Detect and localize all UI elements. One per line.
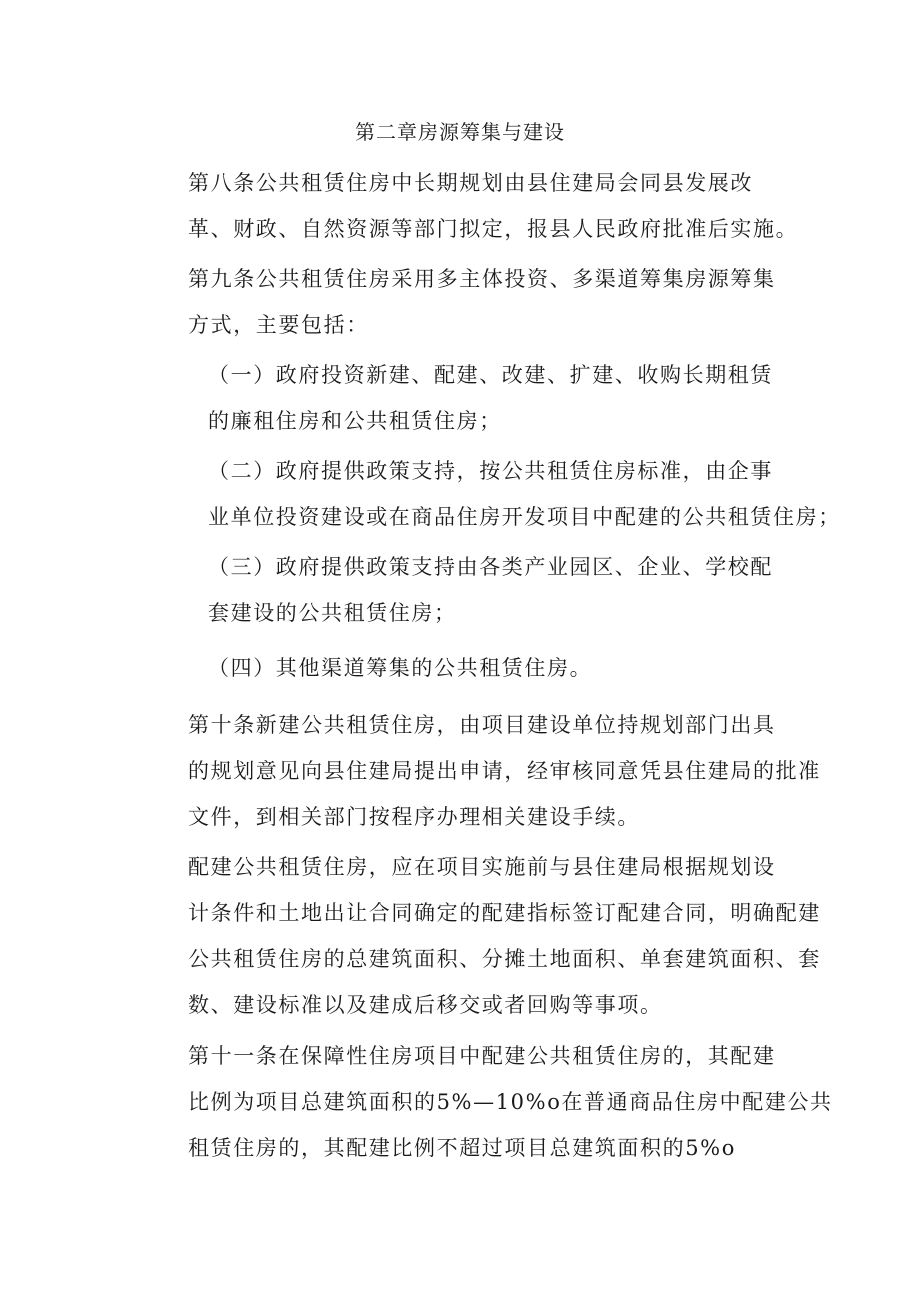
text-line: 租赁住房的，其配建比例不超过项目总建筑面积的5%o <box>188 1136 736 1160</box>
text-line: 第八条公共租赁住房中长期规划由县住建局会同县发展改 <box>188 171 753 195</box>
text-line: 的廉租住房和公共租赁住房； <box>208 409 502 433</box>
text-line: （三）政府提供政策支持由各类产业园区、企业、学校配 <box>208 555 773 579</box>
list-item-1 <box>140 352 790 444</box>
text-line: （一）政府投资新建、配建、改建、扩建、收购长期租赁 <box>208 363 773 387</box>
text-line: 配建公共租赁住房，应在项目实施前与县住建局根据规划设 <box>188 855 776 879</box>
text-line: 套建设的公共租赁住房； <box>208 601 457 625</box>
article-9-paragraph <box>140 256 790 348</box>
text-line: 公共租赁住房的总建筑面积、分摊土地面积、单套建筑面积、套 <box>188 947 821 971</box>
text-line: 第十条新建公共租赁住房，由项目建设单位持规划部门出具 <box>188 713 776 737</box>
text-line: 方式，主要包括： <box>188 313 369 337</box>
text-line: 数、建设标准以及建成后移交或者回购等事项。 <box>188 993 663 1017</box>
list-item-4 <box>140 645 790 691</box>
text-line: 第九条公共租赁住房采用多主体投资、多渠道筹集房源筹集 <box>188 267 776 291</box>
article-10-supplement-paragraph <box>140 844 821 1028</box>
text-line: 的规划意见向县住建局提出申请，经审核同意凭县住建局的批准 <box>188 759 821 783</box>
list-item-2 <box>140 448 841 540</box>
text-line: 比例为项目总建筑面积的5%—10%o在普通商品住房中配建公共 <box>188 1090 833 1114</box>
article-11-paragraph <box>140 1033 833 1171</box>
text-line: 革、财政、自然资源等部门拟定，报县人民政府批准后实施。 <box>188 217 799 241</box>
text-line: （二）政府提供政策支持，按公共租赁住房标准，由企事 <box>208 459 773 483</box>
article-8-paragraph <box>140 160 799 252</box>
list-item-3 <box>140 544 790 636</box>
text-line: 计条件和土地出让合同确定的配建指标签订配建合同，明确配建 <box>188 901 821 925</box>
article-10-paragraph <box>140 702 821 840</box>
text-line: 第十一条在保障性住房项目中配建公共租赁住房的，其配建 <box>188 1044 776 1068</box>
text-line: 文件，到相关部门按程序办理相关建设手续。 <box>188 805 640 829</box>
chapter-title: 第二章房源筹集与建设 <box>355 120 565 144</box>
text-line: （四）其他渠道筹集的公共租赁住房。 <box>208 656 593 680</box>
text-line: 业单位投资建设或在商品住房开发项目中配建的公共租赁住房； <box>208 505 841 529</box>
